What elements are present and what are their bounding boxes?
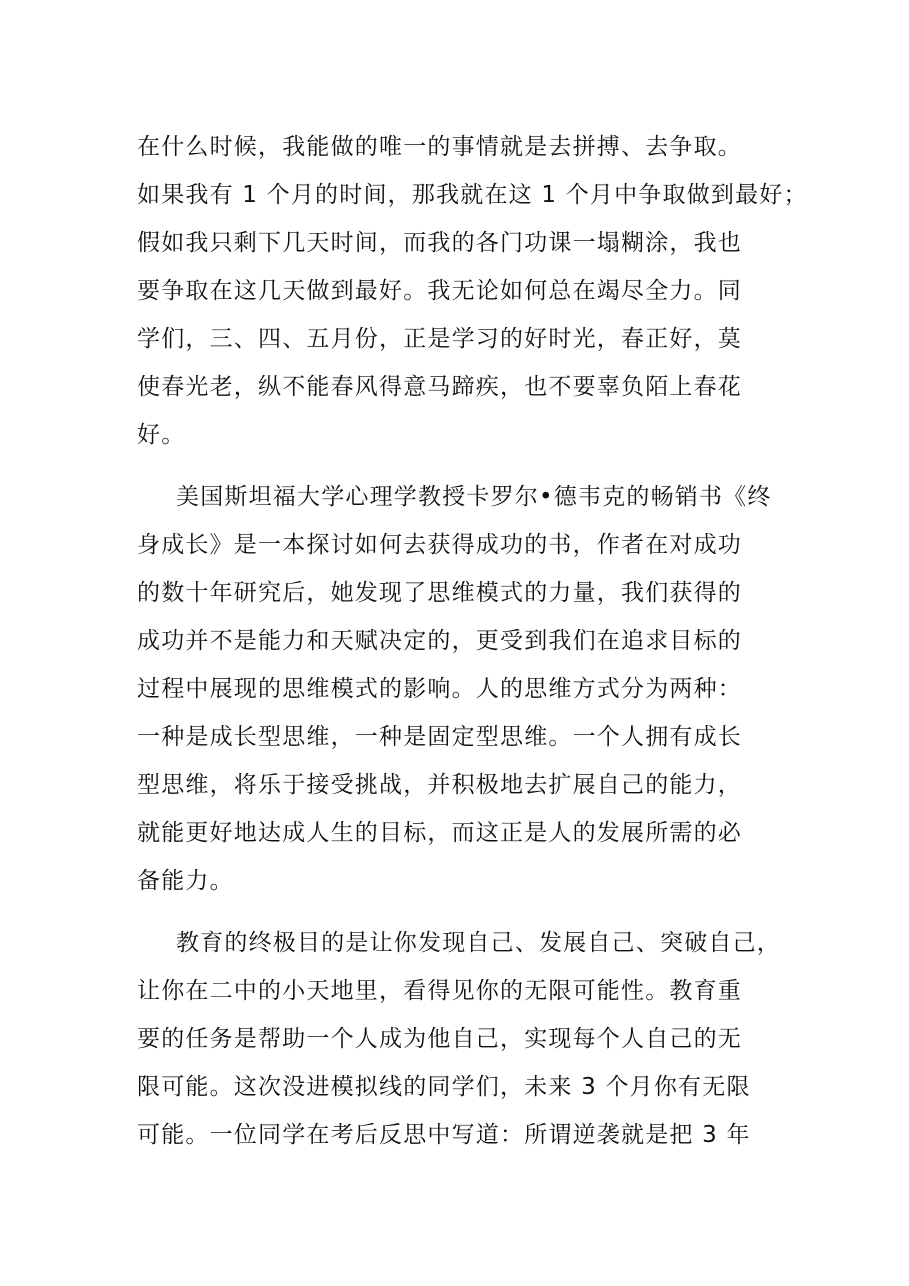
paragraph-1 — [137, 123, 808, 459]
text-line: 型思维，将乐于接受挑战，并积极地去扩展自己的能力， — [137, 772, 742, 798]
text-line: 美国斯坦福大学心理学教授卡罗尔•德韦克的畅销书《终 — [176, 484, 772, 510]
text-line: 限可能。这次没进模拟线的同学们，未来 3 个月你有无限 — [137, 1074, 751, 1100]
text-line: 成功并不是能力和天赋决定的，更受到我们在追求目标的 — [137, 628, 742, 654]
text-line: 让你在二中的小天地里，看得见你的无限可能性。教育重 — [137, 978, 742, 1004]
text-line: 如果我有 1 个月的时间，那我就在这 1 个月中争取做到最好； — [137, 182, 808, 208]
text-line: 可能。一位同学在考后反思中写道：所谓逆袭就是把 3 年 — [137, 1122, 751, 1148]
paragraph-spacer — [137, 905, 797, 919]
text-line: 假如我只剩下几天时间，而我的各门功课一塌糊涂，我也 — [137, 230, 742, 256]
text-line: 过程中展现的思维模式的影响。人的思维方式分为两种： — [137, 676, 742, 702]
text-line: 学们，三、四、五月份，正是学习的好时光，春正好，莫 — [137, 326, 742, 352]
text-line: 要的任务是帮助一个人成为他自己，实现每个人自己的无 — [137, 1026, 742, 1052]
paragraph-2 — [137, 473, 797, 905]
paragraph-3 — [137, 919, 797, 1159]
text-line: 一种是成长型思维，一种是固定型思维。一个人拥有成长 — [137, 724, 742, 750]
text-line: 好。 — [137, 422, 186, 448]
text-line: 就能更好地达成人生的目标，而这正是人的发展所需的必 — [137, 820, 742, 846]
text-line: 身成长》是一本探讨如何去获得成功的书，作者在对成功 — [137, 532, 742, 558]
text-line: 的数十年研究后，她发现了思维模式的力量，我们获得的 — [137, 580, 742, 606]
text-line: 在什么时候，我能做的唯一的事情就是去拼搏、去争取。 — [137, 134, 742, 160]
text-line: 要争取在这几天做到最好。我无论如何总在竭尽全力。同 — [137, 278, 742, 304]
text-line: 备能力。 — [137, 868, 234, 894]
text-line: 使春光老，纵不能春风得意马蹄疾，也不要辜负陌上春花 — [137, 374, 742, 400]
paragraph-spacer — [137, 459, 797, 473]
body-text — [137, 123, 808, 1159]
text-line: 教育的终极目的是让你发现自己、发展自己、突破自己， — [176, 930, 781, 956]
